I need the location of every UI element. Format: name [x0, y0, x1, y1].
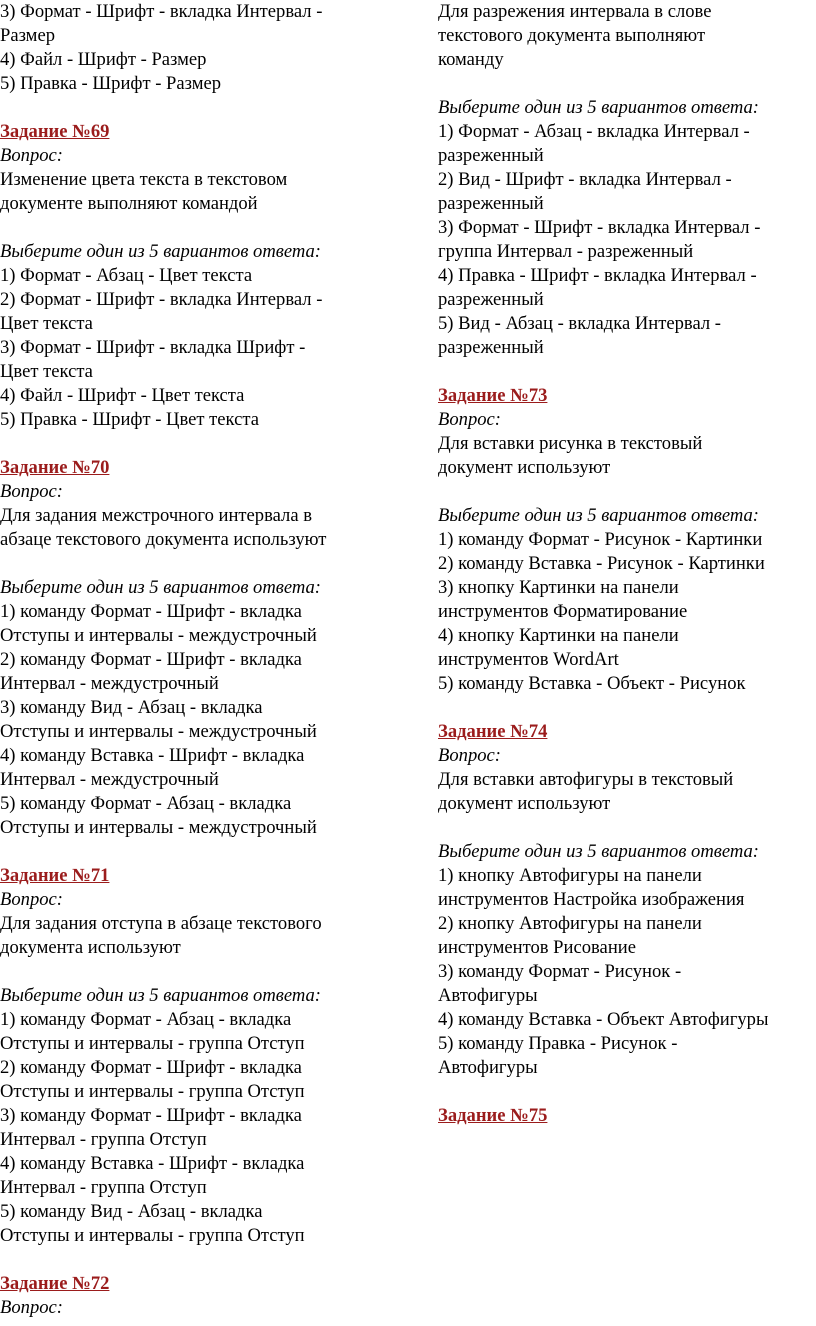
question-label: Выберите один из 5 вариантов ответа:: [0, 241, 321, 262]
paragraph-gap: [0, 960, 400, 984]
right-column: [438, 0, 816, 1128]
text-line: 4) команду Вставка - Объект Автофигуры: [438, 1009, 769, 1030]
question-label: Выберите один из 5 вариантов ответа:: [0, 985, 321, 1006]
text-line: Цвет текста: [0, 361, 93, 382]
text-line: 1) команду Формат - Шрифт - вкладка: [0, 601, 302, 622]
paragraph-gap: [438, 696, 816, 720]
text-line: Для задания межстрочного интервала в: [0, 505, 313, 526]
text-line: 5) Вид - Абзац - вкладка Интервал -: [438, 313, 722, 334]
text-line: 5) команду Правка - Рисунок -: [438, 1033, 678, 1054]
text-line: 4) команду Вставка - Шрифт - вкладка: [0, 1153, 305, 1174]
question-label: Вопрос:: [438, 409, 501, 430]
text-line: 4) кнопку Картинки на панели: [438, 625, 679, 646]
task-heading: Задание №71: [0, 865, 110, 886]
text-line: 5) команду Формат - Абзац - вкладка: [0, 793, 292, 814]
task-heading: Задание №75: [438, 1105, 548, 1126]
text-line: 3) Формат - Шрифт - вкладка Интервал -: [438, 217, 761, 238]
text-line: Интервал - междустрочный: [0, 769, 219, 790]
text-line: Интервал - междустрочный: [0, 673, 219, 694]
question-label: Выберите один из 5 вариантов ответа:: [438, 505, 759, 526]
text-line: инструментов Настройка изображения: [438, 889, 745, 910]
text-line: 3) Формат - Шрифт - вкладка Шрифт -: [0, 337, 306, 358]
text-line: 4) Файл - Шрифт - Цвет текста: [0, 385, 245, 406]
text-line: 1) Формат - Абзац - Цвет текста: [0, 265, 253, 286]
text-line: 2) Формат - Шрифт - вкладка Интервал -: [0, 289, 323, 310]
text-line: документе выполняют командой: [0, 193, 258, 214]
question-label: Выберите один из 5 вариантов ответа:: [0, 577, 321, 598]
paragraph-gap: [0, 552, 400, 576]
task-heading: Задание №72: [0, 1273, 110, 1294]
text-line: 5) команду Вставка - Объект - Рисунок: [438, 673, 746, 694]
text-line: команду: [438, 49, 504, 70]
text-line: 3) команду Формат - Рисунок -: [438, 961, 682, 982]
text-line: 3) Формат - Шрифт - вкладка Интервал -: [0, 1, 323, 22]
text-line: Автофигуры: [438, 985, 538, 1006]
text-line: 4) Файл - Шрифт - Размер: [0, 49, 207, 70]
text-line: разреженный: [438, 193, 544, 214]
paragraph-gap: [438, 1080, 816, 1104]
text-line: 4) Правка - Шрифт - вкладка Интервал -: [438, 265, 757, 286]
task-heading: Задание №73: [438, 385, 548, 406]
text-line: 5) Правка - Шрифт - Цвет текста: [0, 409, 259, 430]
text-line: Отступы и интервалы - междустрочный: [0, 625, 317, 646]
task-heading: Задание №69: [0, 121, 110, 142]
task-heading: Задание №70: [0, 457, 110, 478]
paragraph-gap: [0, 840, 400, 864]
paragraph-gap: [438, 72, 816, 96]
text-line: текстового документа выполняют: [438, 25, 706, 46]
task-heading: Задание №74: [438, 721, 548, 742]
text-line: 2) Вид - Шрифт - вкладка Интервал -: [438, 169, 732, 190]
text-line: Отступы и интервалы - междустрочный: [0, 721, 317, 742]
question-label: Вопрос:: [0, 1297, 63, 1318]
text-line: 3) кнопку Картинки на панели: [438, 577, 679, 598]
question-label: Вопрос:: [0, 145, 63, 166]
text-line: 2) команду Формат - Шрифт - вкладка: [0, 1057, 302, 1078]
text-line: разреженный: [438, 337, 544, 358]
text-line: инструментов Форматирование: [438, 601, 688, 622]
question-label: Выберите один из 5 вариантов ответа:: [438, 841, 759, 862]
text-line: Изменение цвета текста в текстовом: [0, 169, 288, 190]
text-line: 3) команду Вид - Абзац - вкладка: [0, 697, 263, 718]
paragraph-gap: [0, 1248, 400, 1272]
text-line: инструментов Рисование: [438, 937, 636, 958]
text-line: Отступы и интервалы - группа Отступ: [0, 1225, 305, 1246]
question-label: Выберите один из 5 вариантов ответа:: [438, 97, 759, 118]
left-column: [0, 0, 400, 1320]
text-line: Для вставки автофигуры в текстовый: [438, 769, 734, 790]
paragraph-gap: [438, 816, 816, 840]
text-line: Интервал - группа Отступ: [0, 1177, 207, 1198]
text-line: инструментов WordArt: [438, 649, 619, 670]
text-line: 3) команду Формат - Шрифт - вкладка: [0, 1105, 302, 1126]
text-line: Для разрежения интервала в слове: [438, 1, 712, 22]
text-line: Отступы и интервалы - группа Отступ: [0, 1081, 305, 1102]
paragraph-gap: [0, 216, 400, 240]
paragraph-gap: [0, 96, 400, 120]
text-line: документа используют: [0, 937, 181, 958]
text-line: 1) команду Формат - Абзац - вкладка: [0, 1009, 292, 1030]
text-line: документ используют: [438, 793, 611, 814]
text-line: Для вставки рисунка в текстовый: [438, 433, 703, 454]
text-line: 5) команду Вид - Абзац - вкладка: [0, 1201, 263, 1222]
text-line: 1) команду Формат - Рисунок - Картинки: [438, 529, 763, 550]
text-line: Интервал - группа Отступ: [0, 1129, 207, 1150]
text-line: Для задания отступа в абзаце текстового: [0, 913, 322, 934]
text-line: абзаце текстового документа используют: [0, 529, 327, 550]
paragraph-gap: [438, 360, 816, 384]
text-line: Автофигуры: [438, 1057, 538, 1078]
text-line: 1) кнопку Автофигуры на панели: [438, 865, 702, 886]
text-line: Отступы и интервалы - группа Отступ: [0, 1033, 305, 1054]
text-line: Цвет текста: [0, 313, 93, 334]
text-line: 4) команду Вставка - Шрифт - вкладка: [0, 745, 305, 766]
question-label: Вопрос:: [438, 745, 501, 766]
text-line: 5) Правка - Шрифт - Размер: [0, 73, 222, 94]
text-line: 2) команду Вставка - Рисунок - Картинки: [438, 553, 765, 574]
text-line: разреженный: [438, 145, 544, 166]
text-line: 2) команду Формат - Шрифт - вкладка: [0, 649, 302, 670]
question-label: Вопрос:: [0, 481, 63, 502]
text-line: Отступы и интервалы - междустрочный: [0, 817, 317, 838]
text-line: Размер: [0, 25, 55, 46]
text-line: разреженный: [438, 289, 544, 310]
paragraph-gap: [0, 432, 400, 456]
text-line: группа Интервал - разреженный: [438, 241, 694, 262]
question-label: Вопрос:: [0, 889, 63, 910]
text-line: документ используют: [438, 457, 611, 478]
paragraph-gap: [438, 480, 816, 504]
text-line: 1) Формат - Абзац - вкладка Интервал -: [438, 121, 750, 142]
text-line: 2) кнопку Автофигуры на панели: [438, 913, 702, 934]
